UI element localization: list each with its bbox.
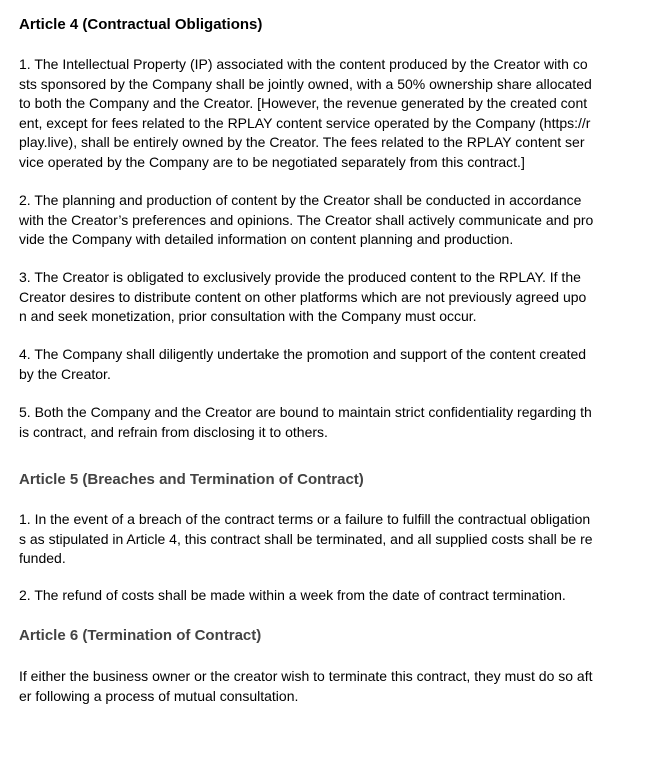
text-line: Creator desires to distribute content on other platforms which are not previously agreed upo — [19, 288, 587, 305]
text-line: vice operated by the Company are to be negotiated separately from this contract.] — [19, 153, 525, 170]
text-line: 4. The Company shall diligently undertake the promotion and support of the content created — [19, 346, 587, 362]
article-6-paragraph-1 — [19, 667, 639, 706]
text-line: is contract, and refrain from disclosing it to others. — [19, 423, 328, 440]
article-4-heading: Article 4 (Contractual Obligations) — [19, 16, 263, 33]
text-line: vide the Company with detailed information on content planning and production. — [19, 231, 514, 248]
article-4-paragraph-2 — [19, 191, 639, 250]
text-line: 1. The Intellectual Property (IP) associated with the content produced by the Creator with co — [19, 56, 588, 72]
text-line: s as stipulated in Article 4, this contract shall be terminated, and all supplied costs shall be re — [19, 530, 593, 547]
text-line: play.live), shall be entirely owned by the Creator. The fees related to the RPLAY content ser — [19, 134, 585, 151]
text-line: by the Creator. — [19, 365, 111, 382]
article-4-paragraph-5 — [19, 403, 639, 442]
article-5-heading: Article 5 (Breaches and Termination of Contract) — [19, 471, 364, 488]
text-line: 5. Both the Company and the Creator are bound to maintain strict confidentiality regarding th — [19, 404, 592, 420]
text-line: ent, except for fees related to the RPLAY content service operated by the Company (https://r — [19, 114, 591, 131]
article-4-paragraph-4 — [19, 345, 639, 384]
text-line: funded. — [19, 550, 66, 567]
text-line: sts sponsored by the Company shall be jointly owned, with a 50% ownership share allocated — [19, 75, 592, 92]
article-4-paragraph-3 — [19, 268, 639, 327]
text-line: to both the Company and the Creator. [However, the revenue generated by the created cont — [19, 95, 588, 112]
article-4-paragraph-1 — [19, 55, 639, 173]
text-line: n and seek monetization, prior consultation with the Company must occur. — [19, 308, 477, 325]
text-line: er following a process of mutual consultation. — [19, 687, 299, 704]
text-line: 3. The Creator is obligated to exclusively provide the produced content to the RPLAY. If the — [19, 269, 581, 285]
text-line: If either the business owner or the creator wish to terminate this contract, they must do so aft — [19, 668, 593, 684]
text-line: 2. The planning and production of content by the Creator shall be conducted in accordance — [19, 192, 582, 208]
text-line: 1. In the event of a breach of the contract terms or a failure to fulfill the contractual obligation — [19, 511, 591, 527]
article-5-paragraph-2 — [19, 586, 639, 606]
text-line: 2. The refund of costs shall be made within a week from the date of contract termination. — [19, 587, 566, 603]
text-line: with the Creator’s preferences and opinions. The Creator shall actively communicate and pro — [19, 211, 594, 228]
article-5-paragraph-1 — [19, 510, 639, 569]
article-6-heading: Article 6 (Termination of Contract) — [19, 627, 262, 644]
